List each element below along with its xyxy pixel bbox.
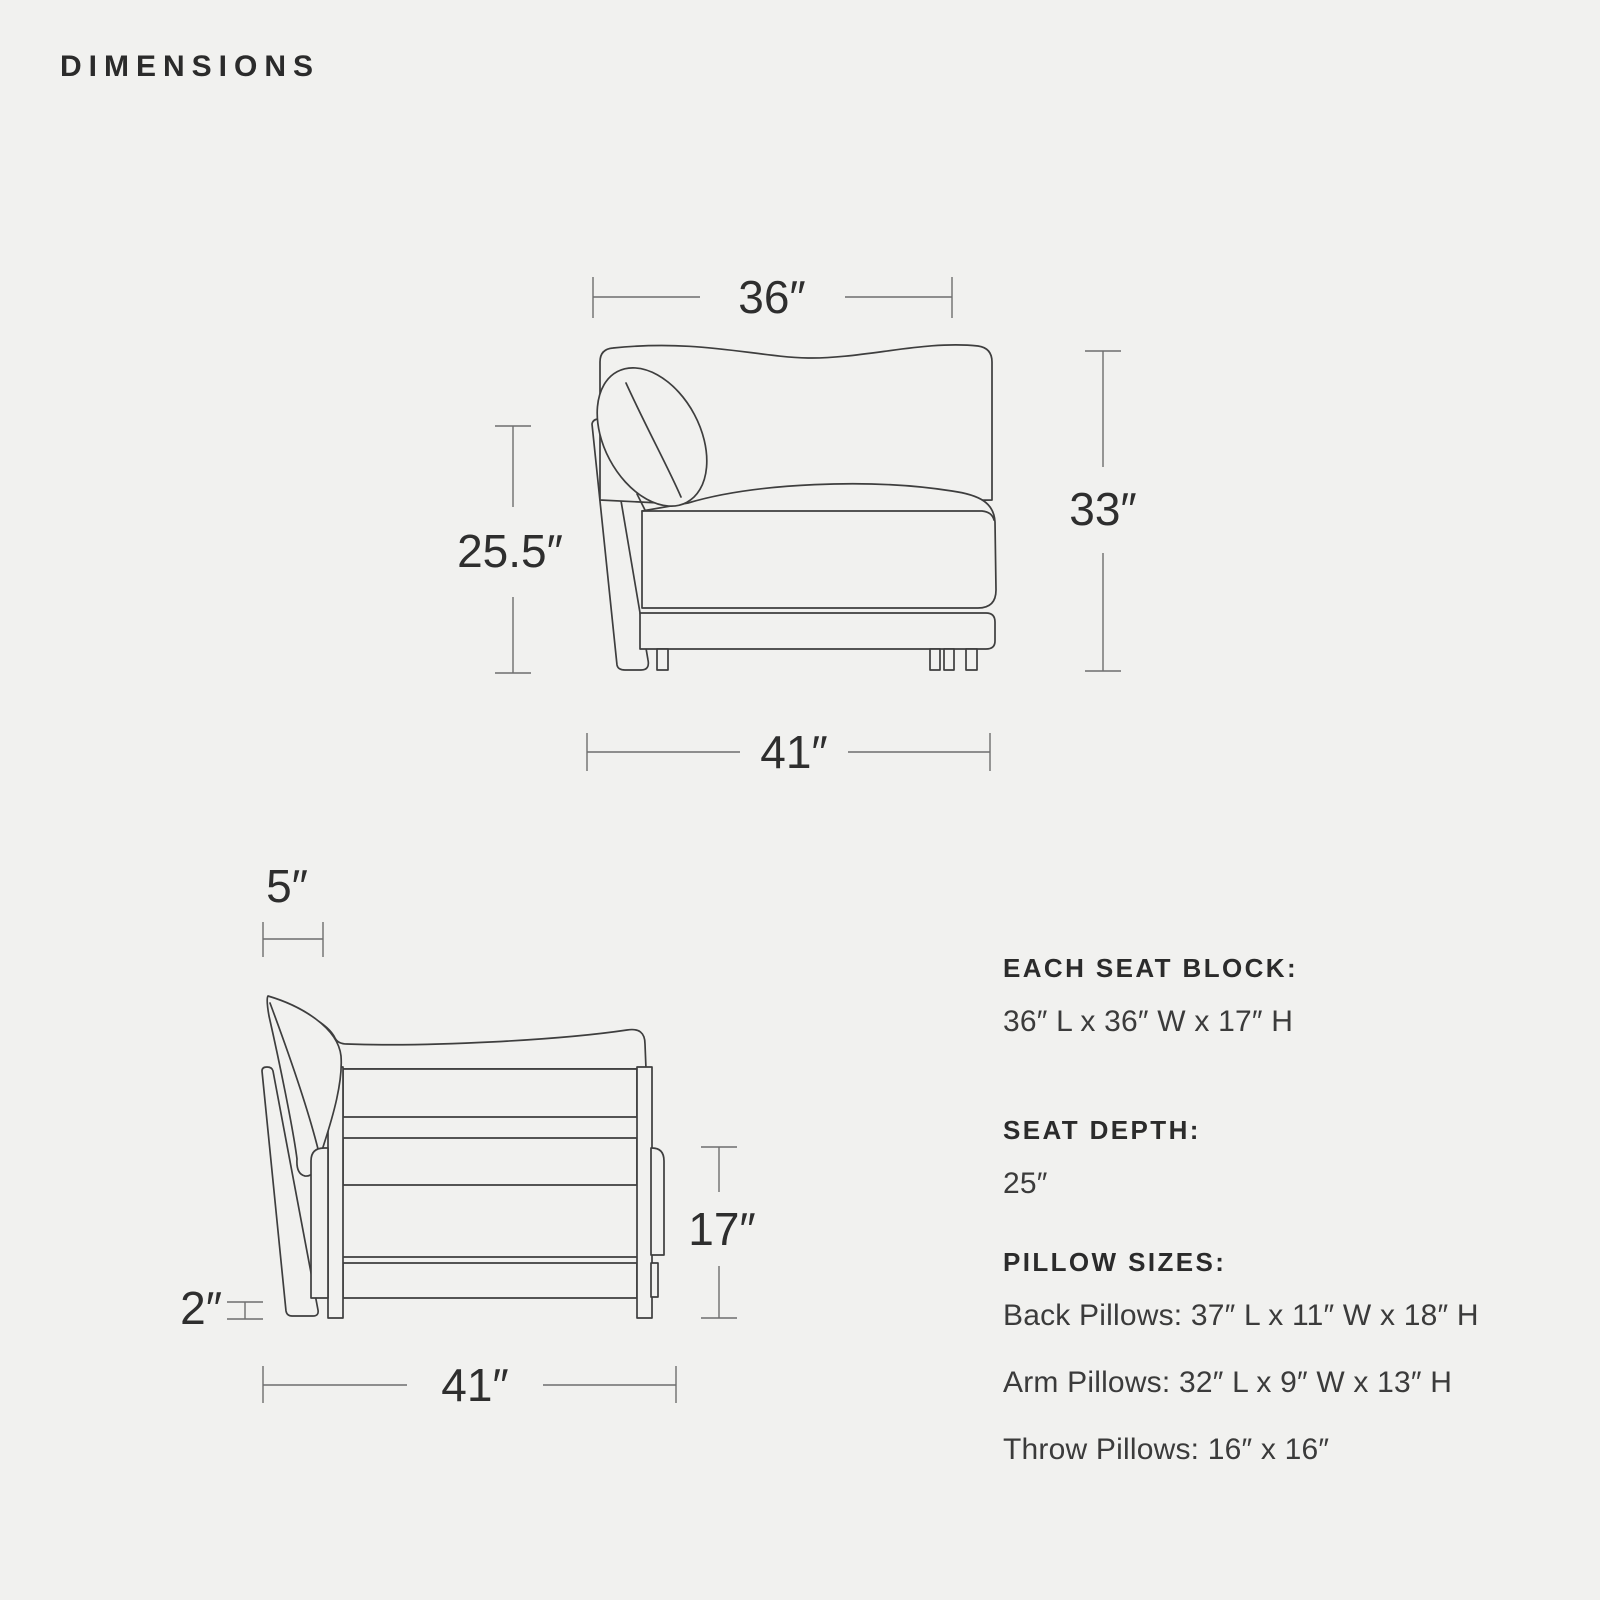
side-leg <box>966 649 977 670</box>
dim-label-5: 5″ <box>266 860 308 912</box>
back-seat-end-left <box>311 1148 328 1298</box>
back-frame-top-rail <box>343 1069 637 1117</box>
back-frame-mid-rail <box>343 1138 637 1185</box>
spec-heading-pillow-sizes: PILLOW SIZES: <box>1003 1247 1227 1277</box>
dim-label-25-5: 25.5″ <box>457 525 563 577</box>
dim-label-41-bottom: 41″ <box>441 1359 509 1411</box>
dimension-seat-width <box>593 271 952 323</box>
dimension-arm-width <box>263 860 323 957</box>
side-leg <box>944 649 954 670</box>
dimension-depth <box>587 726 990 778</box>
dim-label-17: 17″ <box>688 1203 756 1255</box>
dim-label-36: 36″ <box>738 271 806 323</box>
spec-heading-seat-block: EACH SEAT BLOCK: <box>1003 953 1299 983</box>
side-view-drawing <box>575 345 996 670</box>
side-leg <box>657 649 668 670</box>
dimension-overall-width <box>263 1359 676 1411</box>
spec-pillow-sizes <box>1003 1246 1583 1468</box>
spec-value-back-pillows: Back Pillows: 37″ L x 11″ W x 18″ H <box>1003 1299 1479 1332</box>
side-seat-cushion <box>642 484 996 608</box>
dimension-back-height <box>457 426 563 673</box>
dimension-leg-height <box>180 1282 263 1334</box>
side-base <box>640 613 995 649</box>
back-base-stub-right <box>651 1263 658 1297</box>
spec-heading-seat-depth: SEAT DEPTH: <box>1003 1115 1201 1145</box>
spec-value-seat-block: 36″ L x 36″ W x 17″ H <box>1003 1005 1294 1038</box>
page-title: DIMENSIONS <box>60 50 321 83</box>
spec-value-arm-pillows: Arm Pillows: 32″ L x 9″ W x 13″ H <box>1003 1366 1453 1399</box>
back-base-band <box>343 1263 637 1298</box>
dim-label-33: 33″ <box>1069 483 1137 535</box>
back-view-dimensions <box>180 860 756 1411</box>
dim-line <box>263 922 323 957</box>
dim-label-41-top: 41″ <box>760 726 828 778</box>
dim-line <box>227 1302 263 1319</box>
spec-value-throw-pillows: Throw Pillows: 16″ x 16″ <box>1003 1433 1330 1466</box>
spec-seat-depth <box>1003 1114 1583 1202</box>
dimension-overall-height <box>1069 351 1136 671</box>
spec-seat-block <box>1003 952 1583 1040</box>
dim-label-2: 2″ <box>180 1282 222 1334</box>
spec-value-seat-depth: 25″ <box>1003 1167 1048 1200</box>
dimension-seat-height <box>688 1147 755 1318</box>
back-frame-right-stile <box>637 1067 652 1318</box>
back-seat-end-right <box>651 1148 664 1255</box>
back-view-drawing <box>262 996 664 1318</box>
side-leg <box>930 649 940 670</box>
